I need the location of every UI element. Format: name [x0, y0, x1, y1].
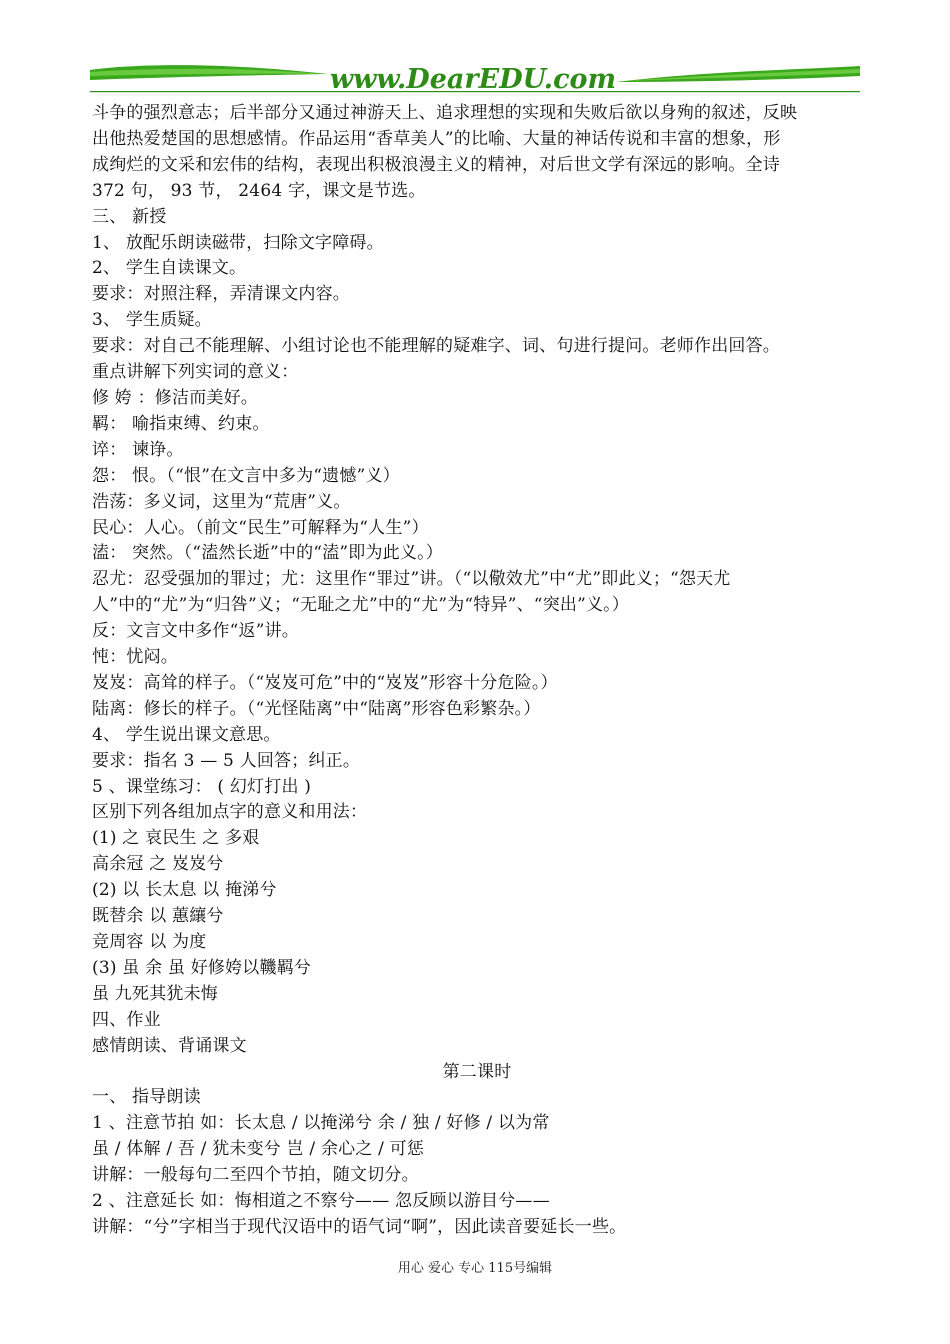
text-line: 浩荡：多义词，这里为“荒唐”义。 [92, 491, 351, 512]
text-line: 四、作业 [92, 1009, 161, 1030]
text-line: 陆离：修长的样子。（“光怪陆离”中“陆离”形容色彩繁杂。） [92, 698, 541, 719]
header-banner [88, 58, 862, 98]
text-line: 讲解：“兮”字相当于现代汉语中的语气词“啊”，因此读音要延长一些。 [92, 1216, 627, 1237]
text-line: 5 、课堂练习： ( 幻灯打出 ) [92, 776, 312, 797]
text-line: 一、 指导朗读 [92, 1087, 201, 1108]
text-line: (3) 虽 余 虽 好修姱以鞿羁兮 [92, 957, 312, 978]
text-line: 要求：对自己不能理解、小组讨论也不能理解的疑难字、词、句进行提问。老师作出回答。 [92, 336, 780, 357]
text-line: 竞周容 以 为度 [92, 932, 207, 952]
text-line: 要求：指名 3 — 5 人回答；纠正。 [92, 750, 361, 771]
text-line: 1 、注意节拍 如：长太息 / 以掩涕兮 余 / 独 / 好修 / 以为常 [92, 1113, 550, 1134]
document-body [92, 101, 862, 1241]
text-line: 区别下列各组加点字的意义和用法： [92, 802, 368, 823]
text-line: 1、 放配乐朗读磁带，扫除文字障碍。 [92, 232, 384, 253]
text-line: 要求：对照注释，弄清课文内容。 [92, 284, 350, 305]
text-line: 既替余 以 蕙纕兮 [92, 906, 224, 927]
text-line: 忍尤：忍受强加的罪过；尤：这里作“罪过”讲。（“以儆效尤”中“尤”即此义；“怨天尤 [92, 569, 731, 590]
text-line: 修 姱 ：修洁而美好。 [92, 387, 259, 408]
text-line: 人”中的“尤”为“归咎”义；“无耻之尤”中的“尤”为“特异”、“突出”义。） [92, 595, 630, 616]
text-line: 溘： 突然。（“溘然长逝”中的“溘”即为此义。） [92, 543, 443, 564]
text-line: 岌岌：高耸的样子。（“岌岌可危”中的“岌岌”形容十分危险。） [92, 672, 558, 693]
text-line: 出他热爱楚国的思想感情。作品运用“香草美人”的比喻、大量的神话传说和丰富的想象，形 [92, 128, 781, 149]
site-logo-text: www.DearEDU.com [329, 64, 617, 95]
text-line: 372 句， 93 节， 2464 字，课文是节选。 [92, 180, 426, 201]
text-line: (2) 以 长太息 以 掩涕兮 [92, 880, 277, 901]
text-line: 虽 九死其犹未悔 [92, 983, 219, 1004]
text-line: 讲解：一般每句二至四个节拍，随文切分。 [92, 1165, 419, 1186]
text-line: 2、 学生自读课文。 [92, 258, 247, 279]
text-line: 感情朗读、背诵课文 [92, 1035, 247, 1056]
text-line: 谇： 谏诤。 [92, 439, 184, 460]
text-line: 忳：忧闷。 [92, 647, 178, 668]
text-line: 民心：人心。（前文“民生”可解释为“人生”） [92, 517, 429, 538]
text-line: 斗争的强烈意志；后半部分又通过神游天上、追求理想的实现和失败后欲以身殉的叙述，反映 [92, 103, 798, 123]
text-line: 反：文言文中多作“返”讲。 [92, 621, 299, 642]
text-line: 虽 / 体解 / 吾 / 犹未变兮 岂 / 余心之 / 可惩 [92, 1139, 425, 1160]
text-line: 高余冠 之 岌岌兮 [92, 854, 224, 875]
section-heading: 第二课时 [442, 1061, 512, 1082]
text-line: 三、 新授 [92, 206, 167, 227]
header-swoosh-graphic [88, 58, 862, 98]
text-line: 怨： 恨。（“恨”在文言中多为“遗憾”义） [92, 465, 400, 486]
text-line: 4、 学生说出课文意思。 [92, 724, 281, 745]
text-line: 成绚烂的文采和宏伟的结构，表现出积极浪漫主义的精神，对后世文学有深远的影响。全诗 [92, 154, 780, 175]
text-line: 羁： 喻指束缚、约束。 [92, 413, 270, 434]
text-line: 3、 学生质疑。 [92, 310, 212, 331]
text-line: (1) 之 哀民生 之 多艰 [92, 828, 260, 849]
text-line: 重点讲解下列实词的意义： [92, 362, 299, 383]
page-footer: 用心 爱心 专心 115号编辑 [397, 1261, 553, 1276]
text-line: 2 、注意延长 如：悔相道之不察兮—— 忽反顾以游目兮—— [92, 1191, 550, 1212]
